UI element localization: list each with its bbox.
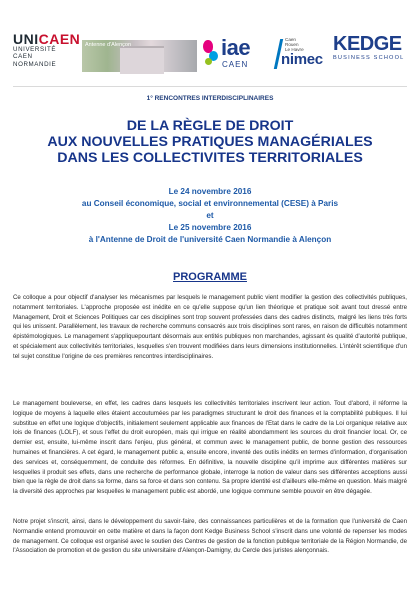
unicaen-wordmark [13, 31, 81, 47]
campus-photo-caption: Antenne d'Alençon [85, 42, 132, 48]
unicaen-wordmark-uni: UNI [13, 31, 39, 47]
header-divider [13, 86, 407, 87]
date-2: Le 25 novembre 2016 [168, 223, 252, 232]
event-series-label: 1° RENCONTRES INTERDISCIPLINAIRES [146, 95, 274, 102]
programme-heading-wrap [0, 267, 420, 285]
iae-city: CAEN [222, 60, 249, 69]
date-1: Le 24 novembre 2016 [168, 187, 252, 196]
event-dates [0, 186, 420, 246]
nimec-wordmark: nimec [281, 51, 323, 68]
kedge-subtitle: BUSINESS SCHOOL [333, 55, 405, 61]
place-1: au Conseil économique, social et environnemental (CESE) à Paris [81, 199, 339, 208]
programme-heading: PROGRAMME [173, 271, 247, 283]
dates-connector: et [206, 211, 214, 220]
unicaen-line-3: NORMANDIE [13, 60, 57, 68]
unicaen-line-1: UNIVERSITÉ [13, 46, 57, 53]
title-line-2: AUX NOUVELLES PRATIQUES MANAGÉRIALES [47, 134, 373, 150]
campus-building-shape [120, 46, 164, 74]
iae-wordmark: iae [221, 35, 251, 60]
campus-photo [82, 40, 197, 72]
title-line-1: DE LA RÈGLE DE DROIT [126, 118, 294, 134]
kedge-wordmark: KEDGE [333, 33, 402, 55]
title-line-3: DANS LES COLLECTIVITES TERRITORIALES [57, 150, 363, 166]
page-title [0, 118, 420, 166]
logo-header [0, 0, 420, 80]
nimec-city-1: Caen [285, 37, 296, 42]
nimec-city-2: Rouen [285, 42, 299, 47]
place-2: à l'Antenne de Droit de l'université Caen Normandie à Alençon [88, 235, 332, 244]
unicaen-logo [13, 31, 81, 68]
paragraph-management: Le management bouleverse, en effet, les cadres dans lesquels les collectivités territoriales inscrivent leur action. Tout d'abord, il réforme la logique de moyens à laquelle elles étaient accoutumées par les paradigmes structurant le droit des finances et la comptabilité publiques. Il lui substitue en effet une logique d'objectifs, initialement seulement applicable aux finances de l'Etat dans le cadre de la Loi organique relative aux lois de finances (LOLF), et sous l'effet du droit européen, mais qui irrigue en réalité abondamment les sources du droit financier local. Or, ce dernier est, ensuite, lui-même inscrit dans l'enjeu, plus général, et commun avec le management public, de bonne gestion des ressources humaines et financières. A cet égard, le management public a, ensuite encore, inventé des outils inédits en termes d'information, d'organisation des services et, conséquemment, de conduite des réformes. En définitive, la nouvelle discipline qu'il imprime aux différentes matières sur lesquelles il produit ses effets, dans une recherche de performance globale, interroge la notion de valeur dans ses différentes acceptions aussi bien que la règle de droit dans sa forme, dans sa force et dans son contenu. Sa propre identité est d'ailleurs elle-même en question. Mais malgré la diversité des approches par lesquelles le management public est abordé, une logique commune semble pouvoir en être dégagée. [13, 400, 407, 496]
nimec-cities [285, 37, 304, 52]
nimec-city-3: Le Havre [285, 47, 304, 52]
paragraph-intro: Ce colloque a pour objectif d'analyser les mécanismes par lesquels le management public vient modifier la gestion des collectivités publiques, notamment territoriales. L'approche proposée est inédite en ce qu'elle suppose qu'un lien théorique et pratique soit avant tout dressé entre Management, Droit et Sciences Politiques car ces disciplines sont trop souvent professées dans des cadres distincts, malgré les liens très forts qui les unissent. Parallèlement, les travaux de recherche communs consacrés aux trois disciplines sont rares, en raison de difficultés notamment épistémologiques. Le management s'appliquepourtant désormais aux entités publiques non marchandes, agissant ès qualité d'autorité publique, et spécialement aux collectivités territoriales, lesquelles s'en trouvent modifiées dans leurs dimensions institutionnelles. L'intérêt scientifique d'un tel sujet constitue l'origine de ces premières rencontres interdisciplinaires. [13, 294, 407, 360]
paragraph-project: Notre projet s'inscrit, ainsi, dans le développement du savoir-faire, des connaissances particulières et de la formation que l'université de Caen Normandie entend promouvoir en cette matière et dans la façon dont Kedge Business School s'inscrit dans une volonté de repenser les modes de management. Ce colloque est organisé avec le soutien des Centres de gestion de la fonction publique territoriale de la Région Normandie, de l'Association de promotion et de gestion du site universitaire d'Alençon-Damigny, du Cercle des juristes alençonnais. [13, 518, 407, 555]
nimec-logo [277, 37, 329, 73]
iae-caen-logo [203, 36, 273, 74]
iae-green-blob [205, 58, 212, 65]
unicaen-wordmark-caen: CAEN [38, 31, 81, 47]
kedge-logo [333, 34, 413, 62]
unicaen-line-2: CAEN [13, 53, 33, 61]
